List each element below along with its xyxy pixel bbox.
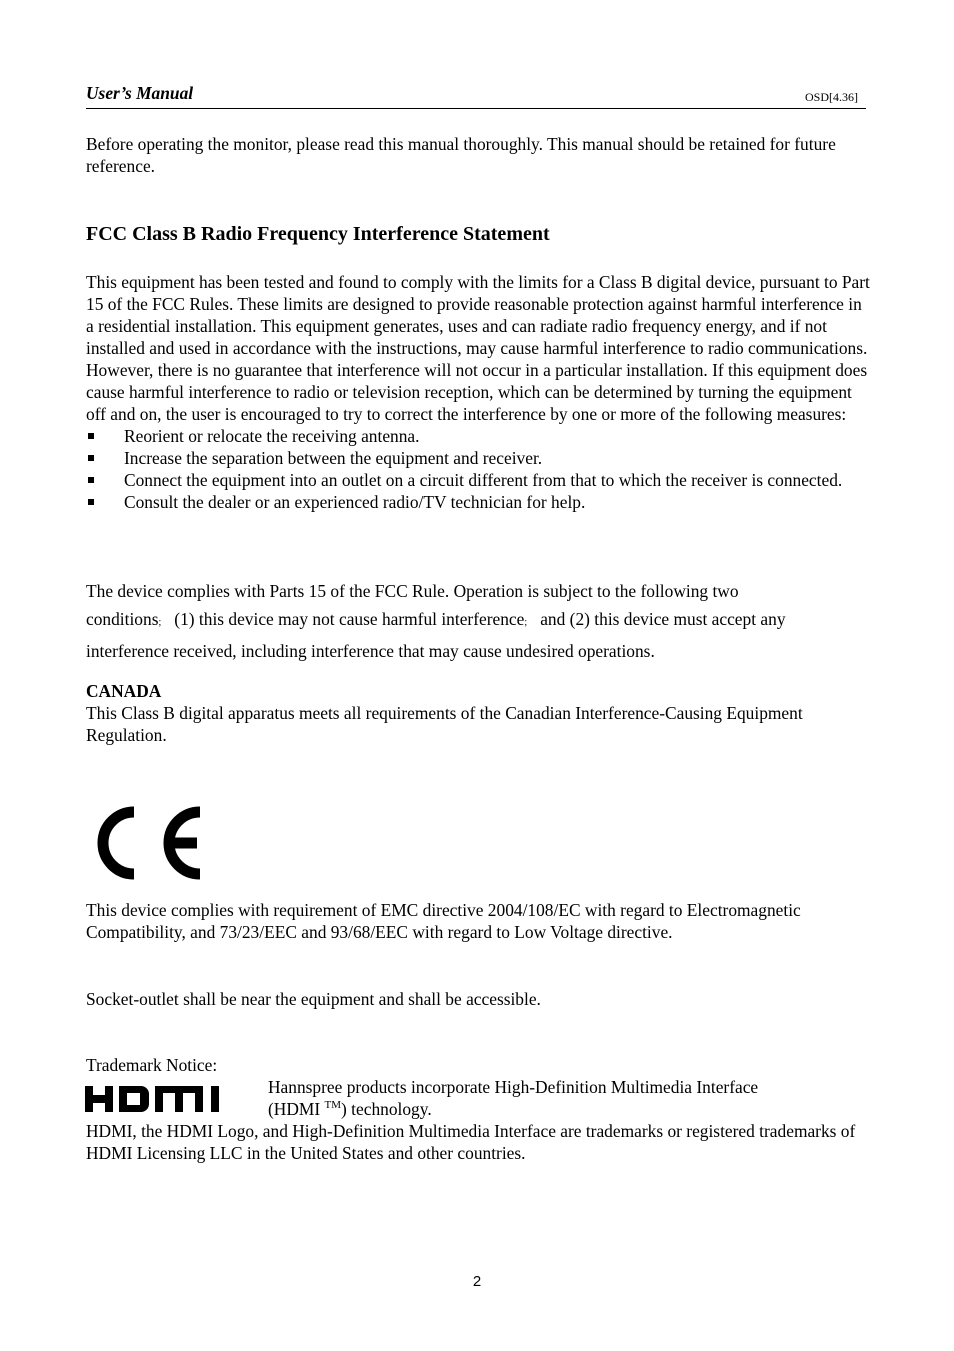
page-number: 2 [472,1273,482,1290]
ce-text: This device complies with requirement of EMC directive 2004/108/EC with regard to Electromagnetic Compatibility, and 73/23/EEC and 93/68/EEC with regard to Low Voltage directive. [86,900,801,942]
document-code: OSD[4.36] [805,90,858,104]
fcc-heading: FCC Class B Radio Frequency Interference Statement [86,223,550,245]
list-item: Consult the dealer or an experienced radio/TV technician for help. [86,491,870,513]
bullet-icon [88,433,94,439]
ce-mark-icon [92,800,208,886]
list-item: Increase the separation between the equipment and receiver. [86,447,870,469]
trademark-symbol: TM [324,1099,342,1111]
intro-paragraph: Before operating the monitor, please read this manual thoroughly. This manual should be retained for future reference. [86,134,836,176]
fcc-conditions [86,577,870,665]
bullet-icon [88,455,94,461]
hdmi-description: Hannspree products incorporate High-Definition Multimedia Interface (HDMI ™) technology. [268,1077,759,1119]
bullet-icon [88,499,94,505]
socket-notice: Socket-outlet shall be near the equipment and shall be accessible. [86,989,541,1009]
measures-list [86,425,870,513]
hdmi-logo [85,1084,231,1114]
conditions-line-1: The device complies with Parts 15 of the FCC Rule. Operation is subject to the following two [86,581,739,601]
conditions-line-3: interference received, including interference that may cause undesired operations. [86,641,655,661]
conditions-line-2: conditions; (1) this device may not cause harmful interference; and (2) this device must accept any [86,609,786,629]
list-item: Connect the equipment into an outlet on a circuit different from that to which the receiver is connected. [86,469,870,491]
canada-section [86,680,870,746]
page-header [86,82,866,109]
manual-title: User’s Manual [86,83,194,103]
fcc-section [86,271,870,513]
trademark-notice: HDMI, the HDMI Logo, and High-Definition Multimedia Interface are trademarks or registered trademarks of HDMI Licensing LLC in the United States and other countries. [86,1121,856,1163]
list-item: Reorient or relocate the receiving antenna. [86,425,870,447]
trademark-label: Trademark Notice: [86,1055,218,1075]
canada-text: This Class B digital apparatus meets all requirements of the Canadian Interference-Causing Equipment Regulation. [86,703,803,745]
canada-heading: CANADA [86,681,162,701]
fcc-paragraph: This equipment has been tested and found to comply with the limits for a Class B digital device, pursuant to Part 15 of the FCC Rules. These limits are designed to provide reasonable protection against harmful interference in a residential installation. This equipment generates, uses and can radiate radio frequency energy, and if not installed and used in accordance with the instructions, may cause harmful interference to radio communications. However, there is no guarantee that interference will not occur in a particular installation. If this equipment does cause harmful interference to radio or television reception, which can be determined by turning the equipment off and on, the user is encouraged to try to correct the interference by one or more of the following measures: [86,272,870,424]
bullet-icon [88,477,94,483]
